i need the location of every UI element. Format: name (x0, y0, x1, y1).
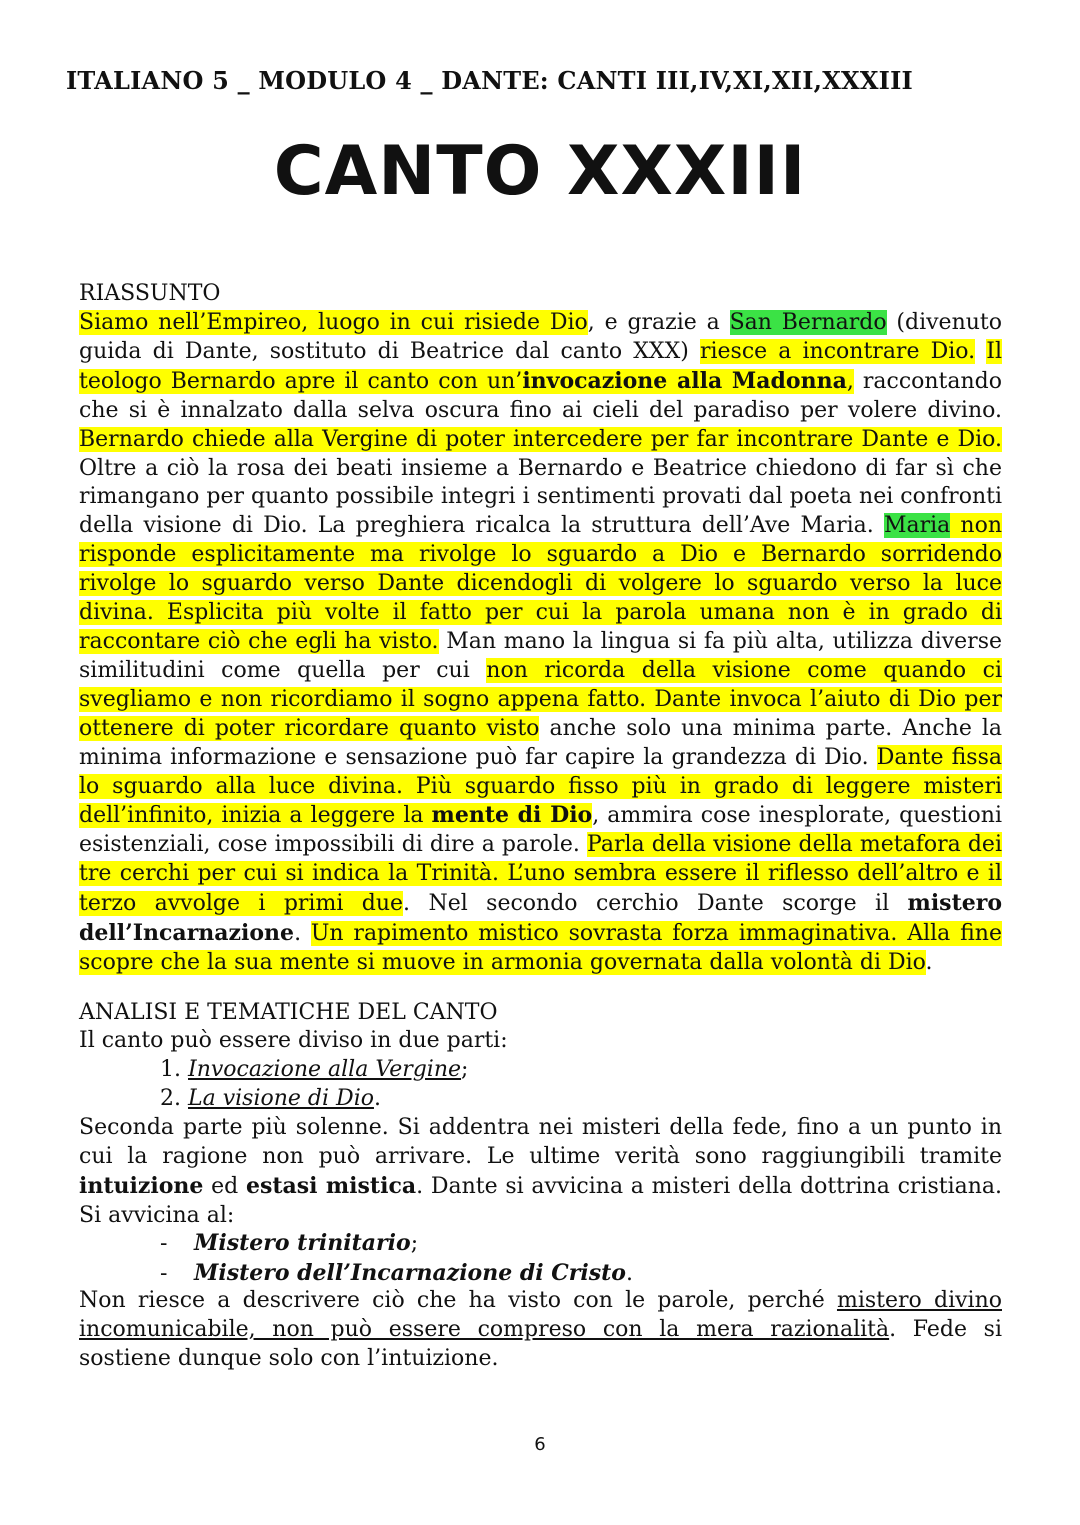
text: ed (203, 1173, 246, 1199)
list-item-text: Mistero dell’Incarnazione di Cristo (194, 1259, 626, 1286)
analisi-paragraph-1 (79, 1114, 1002, 1231)
text: , e grazie a (587, 310, 730, 335)
text: anche solo una minima parte. Anche la minima informazione e sensazione può far capire la grandezza di Dio. (79, 715, 1003, 770)
misteri-list (160, 1229, 633, 1289)
analisi-paragraph-2 (79, 1287, 1002, 1374)
parts-list (160, 1056, 468, 1114)
text: . (294, 921, 311, 947)
text: Oltre a ciò la rosa dei beati insieme a Bernardo e Beatrice chiedono di far sì che rimangano per quanto possibile integri i sentimenti provati dal poeta nei confronti della visione di Dio. La preghiera ricalca la struttura dell’Ave Maria. (79, 455, 1002, 539)
dash-bullet: - (160, 1231, 168, 1256)
text: Dante fissa lo sguardo alla luce divina. Più sguardo fisso più in grado di leggere misteri dell’infinito, inizia a leggere la (79, 744, 1002, 829)
list-item-text: La visione di Dio (188, 1085, 374, 1111)
highlight-text: Bernardo chiede alla Vergine di poter intercedere per far incontrare Dante e Dio. (79, 426, 1002, 452)
highlight-text: riesce a incontrare Dio. (699, 338, 976, 364)
punctuation: . (625, 1260, 633, 1286)
page-number: 6 (534, 1434, 546, 1455)
list-item (160, 1085, 468, 1114)
text: Non riesce a descrivere ciò che ha visto con le parole, perché (79, 1288, 837, 1313)
punctuation: ; (461, 1057, 469, 1082)
document-header: ITALIANO 5 _ MODULO 4 _ DANTE: CANTI III,IV,XI,XII,XXXIII (66, 66, 913, 95)
riassunto-paragraph (79, 309, 1002, 978)
highlight-green-text: Maria (883, 513, 951, 539)
list-number: 2. (160, 1085, 181, 1111)
list-item-text: Invocazione alla Vergine (188, 1057, 462, 1082)
text: Seconda parte più solenne. Si addentra nei misteri della fede, fino a un punto in cui la ragione non può arrivare. Le ultime verità sono raggiungibili tramite (79, 1115, 1002, 1169)
list-item-text: Mistero trinitario (194, 1230, 411, 1256)
bold-text: invocazione alla Madonna (522, 367, 847, 394)
list-item (160, 1056, 468, 1085)
punctuation: . (373, 1085, 381, 1111)
text: , (846, 368, 854, 394)
analisi-heading: ANALISI E TEMATICHE DEL CANTO (79, 1000, 498, 1025)
text: . (925, 949, 933, 975)
highlight-text: Un rapimento mistico sovrasta forza immaginativa. Alla fine scopre che la sua mente si muove in armonia governata dalla volontà di Dio (79, 921, 1002, 975)
text: . Dante si avvicina a misteri della dottrina cristiana. Si avvicina al: (79, 1173, 1002, 1228)
riassunto-heading: RIASSUNTO (79, 281, 221, 306)
highlight-text: non risponde esplicitamente ma rivolge lo sguardo a Dio e Bernardo sorridendo rivolge lo sguardo verso Dante dicendogli di volgere lo sguardo verso la luce divina. Esplicita più volte il fatto per cui la parola umana non è in grado di raccontare ciò che egli ha visto. (79, 513, 1002, 654)
list-number: 1. (160, 1057, 181, 1082)
highlight-text: Siamo nell’Empireo, luogo in cui risiede Dio (79, 310, 588, 335)
highlight-text: Parla della visione della metafora dei tre cerchi per cui si indica la Trinità. L’uno sembra essere il riflesso dell’altro e il terzo avvolge i primi due (79, 832, 1002, 917)
underlined-text: mistero divino incomunicabile, non può essere compreso con la mera razionalità (79, 1288, 1002, 1342)
text: . Nel secondo cerchio Dante scorge il (403, 891, 908, 917)
analisi-intro: Il canto può essere diviso in due parti: (79, 1028, 508, 1053)
text: Il teologo Bernardo apre il canto con un’ (79, 338, 1002, 394)
dash-bullet: - (160, 1260, 168, 1286)
bold-text: mente di Dio (431, 802, 593, 829)
list-item (160, 1259, 633, 1289)
text: Man mano la lingua si fa più alta, utilizza diverse similitudini come quella per cui (79, 628, 1003, 683)
text: . Fede si sostiene dunque solo con l’intuizione. (79, 1316, 1002, 1371)
text: , ammira cose inesplorate, questioni esistenziali, cose impossibili di dire a parole. (79, 803, 1003, 858)
highlight-text: non ricorda della visione come quando ci svegliamo e non ricordiamo il sogno appena fatto. Dante invoca l’aiuto di Dio per ottenere di poter ricordare quanto visto (79, 657, 1002, 741)
bold-text: estasi mistica (245, 1172, 417, 1199)
text: (divenuto guida di Dante, sostituto di Beatrice dal canto XXX) (79, 310, 1002, 364)
list-item (160, 1229, 633, 1259)
page-title: CANTO XXXIII (273, 132, 807, 211)
text: raccontando che si è innalzato dalla selva oscura fino ai cieli del paradiso per volere divino. (79, 368, 1003, 423)
bold-text: intuizione (79, 1172, 204, 1199)
bold-text: mistero dell’Incarnazione (79, 890, 1002, 947)
highlight-green-text: San Bernardo (729, 310, 887, 335)
text (975, 339, 986, 364)
punctuation: ; (410, 1231, 419, 1256)
